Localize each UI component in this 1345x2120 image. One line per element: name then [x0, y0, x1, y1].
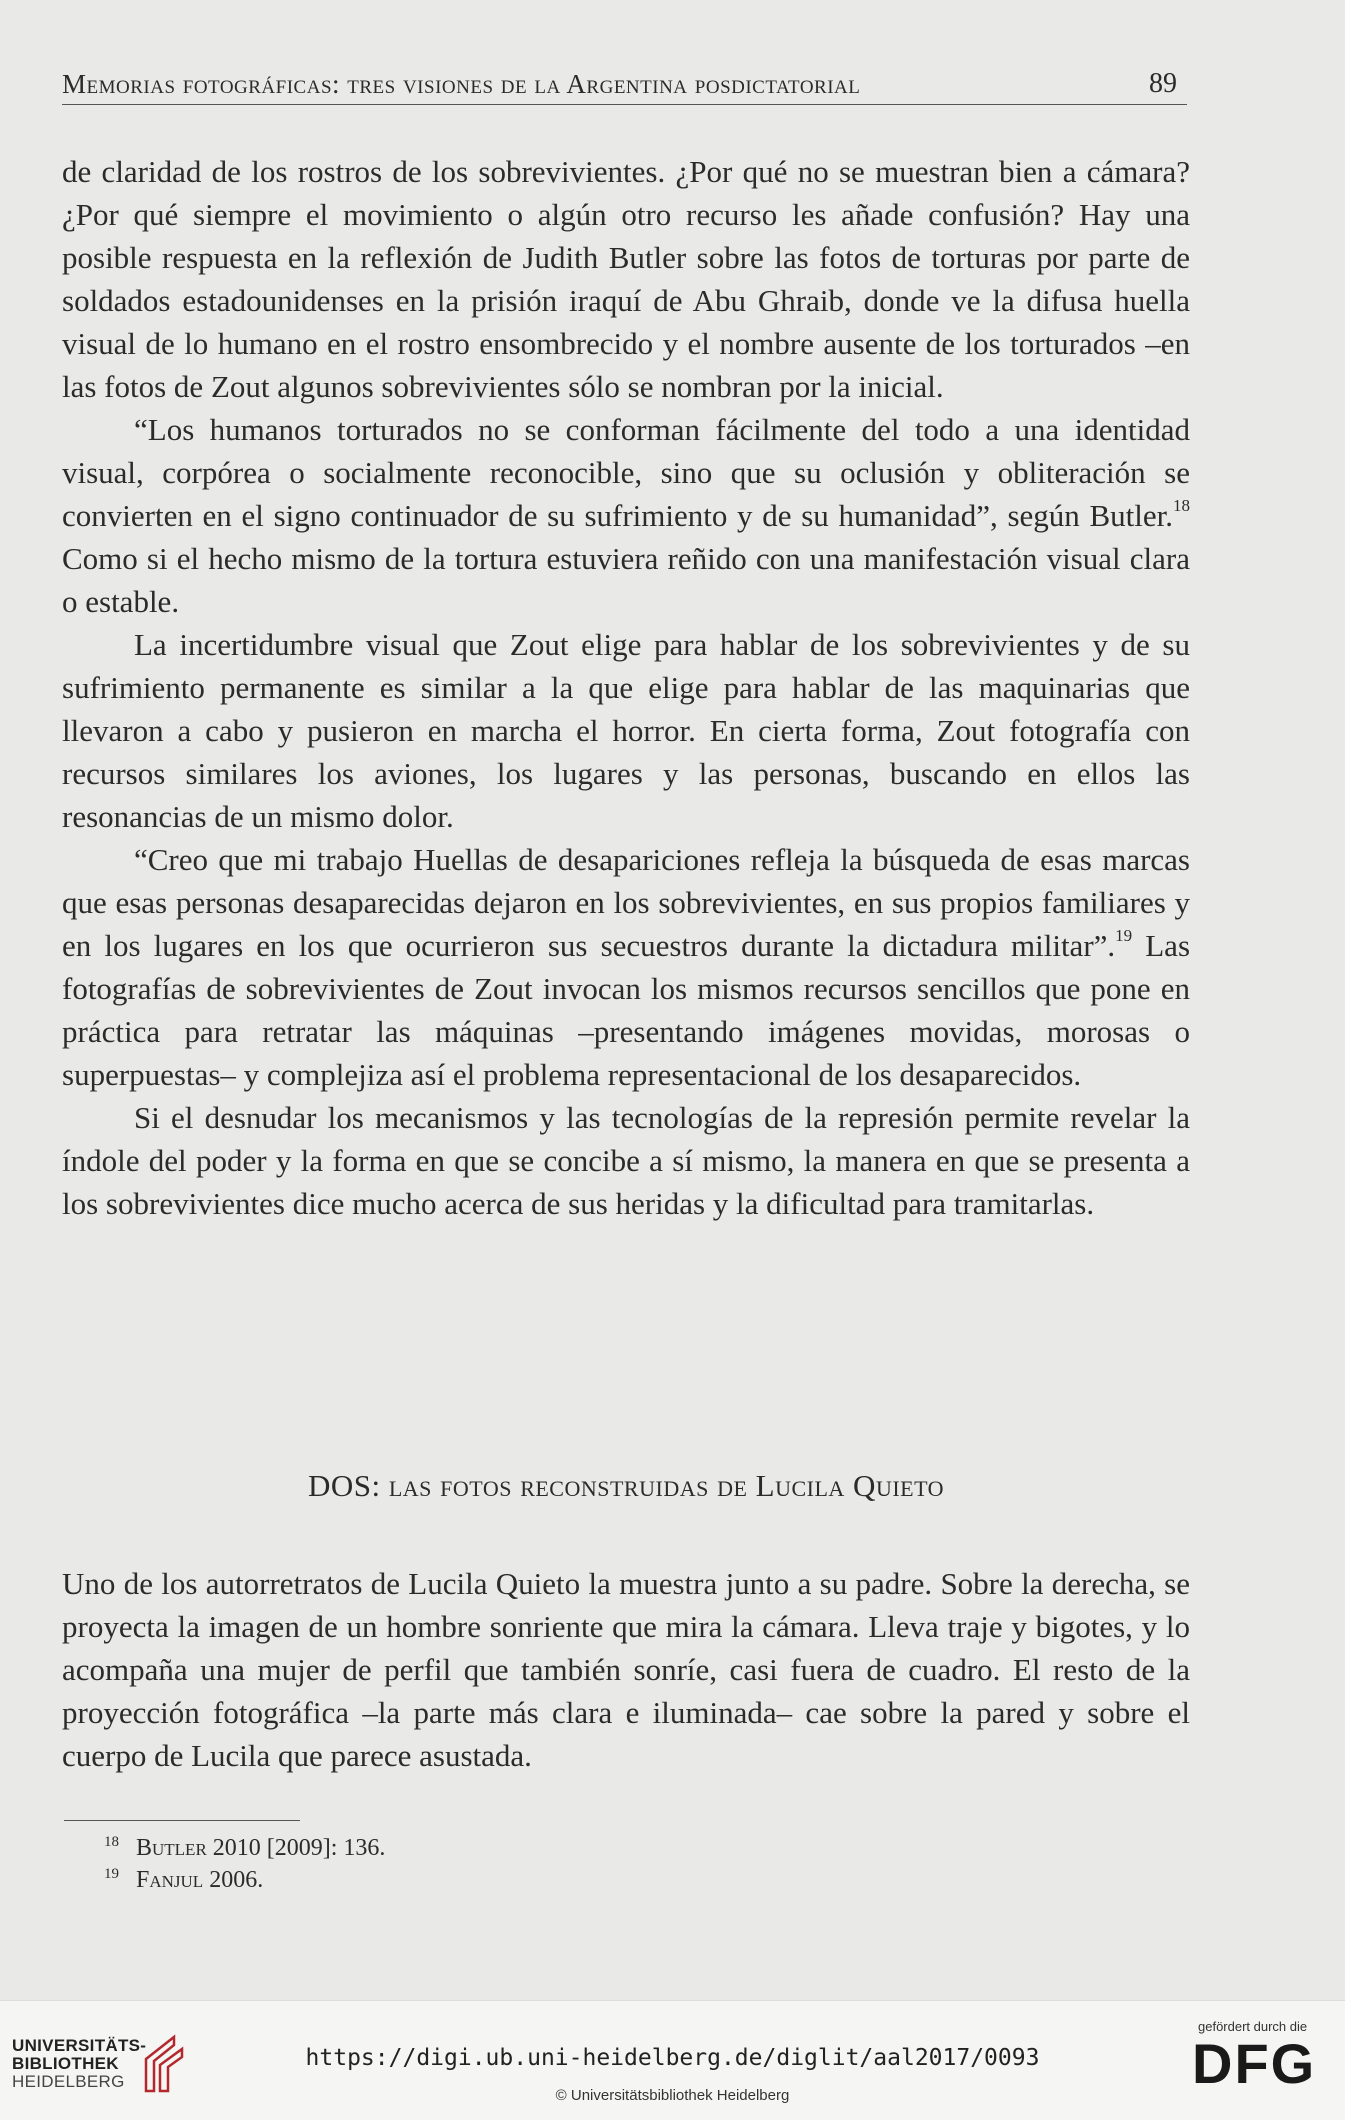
body-text — [62, 150, 1190, 1225]
copyright-notice: © Universitätsbibliothek Heidelberg — [555, 2087, 790, 2104]
paragraph-text: Las fotografías de sobrevivientes de Zout invocan los mismos recursos sencillos que pone en práctica para retratar las máquinas –presentando imágenes movidas, morosas o superpuestas– y complejiza así el problema representacional de los desaparecidos. — [62, 928, 1191, 1092]
page-number: 89 — [1149, 68, 1177, 99]
footnote-ref: 19 — [1115, 925, 1133, 945]
paragraph — [62, 838, 1190, 1096]
digitization-footer — [0, 2000, 1345, 2120]
section-title: las fotos reconstruidas de Lucila Quieto — [388, 1468, 945, 1503]
paragraph: Si el desnudar los mecanismos y las tecnologías de la represión permite revelar la índole del poder y la forma en que se concibe a sí mismo, la manera en que se presenta a los sobrevivientes dice mucho acerca de sus heridas y la dificultad para tramitarlas. — [62, 1100, 1190, 1221]
footnote-divider — [64, 1820, 300, 1821]
footnote-author: Fanjul — [136, 1867, 204, 1893]
section-body — [62, 1562, 1190, 1777]
paragraph: de claridad de los rostros de los sobrevivientes. ¿Por qué no se muestran bien a cámara? ¿Por qué siempre el movimiento o algún otro recurso les añade confusión? Hay una posible respuesta en la reflexión de Judith Butler sobre las fotos de torturas por parte de soldados estadounidenses en la prisión iraquí de Abu Ghraib, donde ve la difusa huella visual de lo humano en el rostro ensombrecido y el nombre ausente de los torturados –en las fotos de Zout algunos sobrevivientes sólo se nombran por la inicial. — [62, 154, 1190, 404]
paragraph: Uno de los autorretratos de Lucila Quieto la muestra junto a su padre. Sobre la derecha, se proyecta la imagen de un hombre sonriente que mira la cámara. Lleva traje y bigotes, y lo acompaña una mujer de perfil que también sonríe, casi fuera de cuadro. El resto de la proyección fotográfica –la parte más clara e iluminada– cae sobre la pared y sobre el cuerpo de Lucila que parece asustada. — [62, 1566, 1190, 1773]
paragraph-text: “Creo que mi trabajo Huellas de desapariciones refleja la búsqueda de esas marcas que esas personas desaparecidas dejaron en los sobrevivientes, en sus propios familiares y en los lugares en los que ocurrieron sus secuestros durante la dictadura militar”. — [62, 842, 1190, 963]
paragraph — [62, 408, 1190, 623]
paragraph-text: Como si el hecho mismo de la tortura estuviera reñido con una manifestación visual clara o estable. — [62, 541, 1190, 619]
paragraph-text: “Los humanos torturados no se conforman fácilmente del todo a una identidad visual, corpórea o socialmente reconocible, sino que su oclusión y obliteración se convierten en el signo continuador de su sufrimiento y de su humanidad”, según Butler. — [62, 412, 1190, 533]
running-header — [62, 62, 1187, 105]
footnote-text — [136, 1835, 385, 1861]
footnote — [104, 1864, 385, 1896]
dfg-logo-text: DFG — [1192, 2032, 1317, 2095]
footnotes — [104, 1832, 385, 1896]
funder-logo[interactable] — [1190, 2019, 1330, 2109]
library-name-line: BIBLIOTHEK — [12, 2054, 119, 2073]
footnote-mark: 18 — [104, 1834, 119, 1850]
footnote-ref-text: 2006. — [203, 1867, 264, 1893]
footnote-text — [136, 1867, 263, 1893]
footnote-ref: 18 — [1173, 495, 1190, 515]
paragraph: La incertidumbre visual que Zout elige para hablar de los sobrevivientes y de su sufrimiento permanente es similar a la que elige para hablar de las maquinarias que llevaron a cabo y pusieron en marcha el horror. En cierta forma, Zout fotografía con recursos similares los aviones, los lugares y las personas, buscando en ellos las resonancias de un mismo dolor. — [62, 627, 1190, 834]
section-heading — [62, 1468, 1190, 1504]
footnote — [104, 1832, 385, 1864]
library-name-line: UNIVERSITÄTS- — [12, 2036, 147, 2055]
footnote-ref-text: 2010 [2009]: 136. — [206, 1835, 386, 1861]
footnote-mark: 19 — [104, 1866, 119, 1882]
source-url-link[interactable]: https://digi.ub.uni-heidelberg.de/diglit/aal2017/0093 — [305, 2045, 1040, 2071]
section-number: DOS: — [307, 1468, 381, 1503]
funder-note: gefördert durch die — [1198, 2019, 1308, 2034]
library-name-line: HEIDELBERG — [12, 2072, 125, 2091]
footnote-author: Butler — [136, 1835, 207, 1861]
running-title: Memorias fotográficas: tres visiones de la Argentina posdictatorial — [62, 69, 861, 99]
